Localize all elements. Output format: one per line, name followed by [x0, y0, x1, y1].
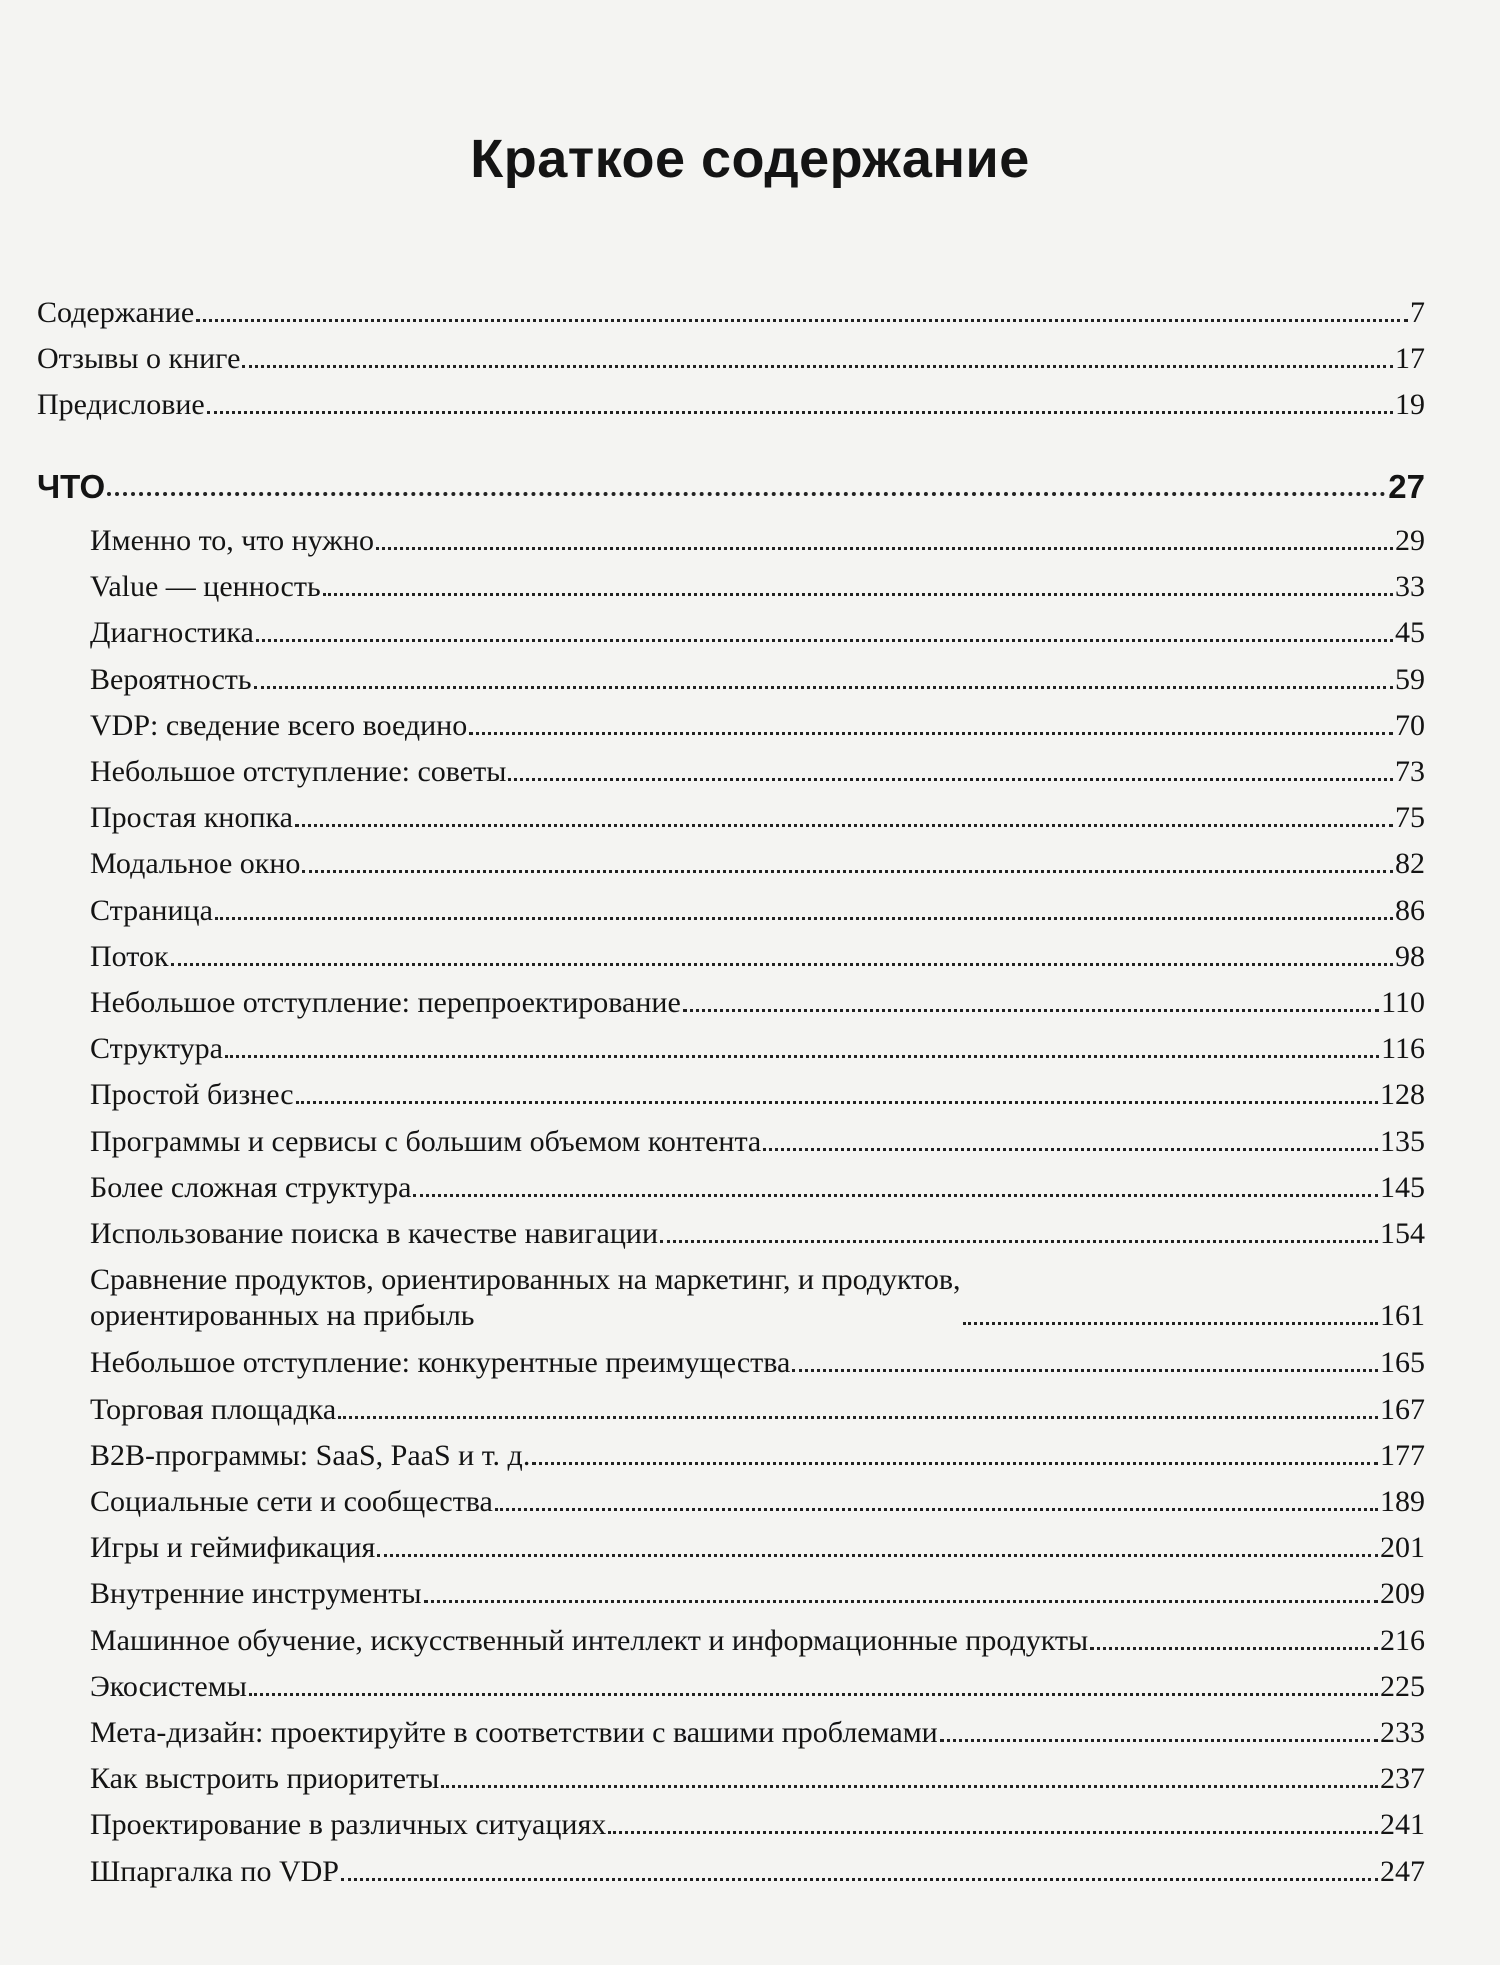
toc-entry-chapter	[90, 1031, 1425, 1067]
toc-entry-page-number: 110	[1381, 986, 1425, 1019]
toc-entry-page-number: 59	[1395, 663, 1425, 696]
toc-entry-label: Простая кнопка	[90, 801, 293, 834]
dot-leader	[107, 491, 1386, 496]
toc-entry-label: Мета-дизайн: проектируйте в соответствии с вашими проблемами	[90, 1716, 938, 1749]
toc-entry-page-number: 7	[1410, 296, 1425, 329]
toc-entry-page-number: 17	[1395, 342, 1425, 375]
toc-entry-label: Диагностика	[90, 616, 254, 649]
toc-entry-label-continued: ориентированных на прибыль	[90, 1299, 475, 1332]
toc-entry-label: Вероятность	[90, 663, 252, 696]
toc-part-heading	[37, 469, 1425, 505]
toc-entry-label: Именно то, что нужно	[90, 524, 375, 557]
dot-leader	[660, 1239, 1378, 1243]
toc-entry-chapter	[90, 1669, 1425, 1705]
toc-entry-page-number: 225	[1380, 1670, 1425, 1703]
dot-leader	[441, 1784, 1378, 1788]
toc-entry-chapter	[90, 754, 1425, 790]
toc-entry-page-number: 82	[1395, 847, 1425, 880]
toc-entry-chapter	[90, 1345, 1425, 1381]
dot-leader	[341, 1877, 1378, 1881]
toc-entry-label: Небольшое отступление: перепроектирование	[90, 986, 681, 1019]
toc-entry-label: Предисловие	[37, 388, 205, 421]
toc-entry-page-number: 237	[1380, 1762, 1425, 1795]
toc-entry-page-number: 75	[1395, 801, 1425, 834]
dot-leader	[532, 1461, 1378, 1465]
toc-entry-chapter	[90, 615, 1425, 651]
toc-entry-label: Небольшое отступление: советы	[90, 755, 507, 788]
toc-entry-page-number: 209	[1380, 1577, 1425, 1610]
toc-entry-chapter	[90, 569, 1425, 605]
toc-entry-page-number: 233	[1380, 1716, 1425, 1749]
dot-leader	[608, 1830, 1378, 1834]
dot-leader	[295, 823, 1393, 827]
toc-entry-page-number: 167	[1380, 1393, 1425, 1426]
dot-leader	[963, 1321, 1378, 1325]
toc-entry-page-number: 29	[1395, 524, 1425, 557]
toc-entry-chapter	[90, 1623, 1425, 1659]
toc-entry-page-number: 145	[1380, 1171, 1425, 1204]
dot-leader	[323, 592, 1393, 596]
toc-entry-label: B2B-программы: SaaS, PaaS и т. д.	[90, 1439, 531, 1472]
dot-leader	[302, 869, 1393, 873]
toc-entry-page-number: 128	[1380, 1078, 1425, 1111]
toc-entry-page-number: 247	[1380, 1855, 1425, 1888]
dot-leader	[424, 1599, 1378, 1603]
dot-leader	[215, 916, 1393, 920]
toc-entry-page-number: 165	[1380, 1346, 1425, 1379]
dot-leader	[792, 1368, 1378, 1372]
dot-leader	[207, 410, 1393, 414]
toc-entry-label: Содержание	[37, 296, 195, 329]
toc-entry-page-number: 135	[1380, 1125, 1425, 1158]
toc-entry-chapter	[90, 1530, 1425, 1566]
toc-entry-page-number: 161	[1380, 1299, 1425, 1332]
toc-entry-label: Value — ценность	[90, 570, 321, 603]
toc-entry-chapter	[90, 1576, 1425, 1612]
toc-entry-label: Шпаргалка по VDP	[90, 1855, 339, 1888]
dot-leader	[763, 1147, 1378, 1151]
toc-entry-chapter	[90, 1216, 1425, 1252]
toc-entry-label: ЧТО	[37, 468, 106, 505]
toc-entry-label: Торговая площадка	[90, 1393, 337, 1426]
toc-entry-chapter	[90, 939, 1425, 975]
toc-entry-chapter	[90, 662, 1425, 698]
toc-entry-label: Программы и сервисы с большим объемом контента	[90, 1125, 762, 1158]
toc-entry-label: Страница	[90, 894, 213, 927]
toc-entry-chapter	[90, 1262, 1425, 1334]
dot-leader	[495, 1507, 1378, 1511]
dot-leader	[242, 364, 1393, 368]
page-title: Краткое содержание	[470, 129, 1030, 189]
toc-entry-page-number: 70	[1395, 709, 1425, 742]
toc-entry-label: Как выстроить приоритеты	[90, 1762, 440, 1795]
toc-entry-page-number: 189	[1380, 1485, 1425, 1518]
dot-leader	[413, 1193, 1378, 1197]
toc-entry-chapter	[90, 800, 1425, 836]
toc-entry-label: Сравнение продуктов, ориентированных на маркетинг, и продуктов,	[90, 1263, 961, 1296]
toc-entry-chapter	[90, 846, 1425, 882]
toc-entry-chapter	[90, 1854, 1425, 1890]
toc-entry-page-number: 154	[1380, 1217, 1425, 1250]
toc-entry-page-number: 201	[1380, 1531, 1425, 1564]
toc-entry-label: Поток	[90, 940, 169, 973]
toc-entry-chapter	[90, 1715, 1425, 1751]
toc-entry-page-number: 45	[1395, 616, 1425, 649]
toc-entry-front-matter	[37, 341, 1425, 377]
toc-entry-front-matter	[37, 295, 1425, 331]
toc-entry-chapter	[90, 1807, 1425, 1843]
toc-entry-front-matter	[37, 387, 1425, 423]
toc-entry-label: Простой бизнес	[90, 1078, 294, 1111]
dot-leader	[296, 1100, 1378, 1104]
toc-entry-chapter	[90, 1392, 1425, 1428]
toc-entry-label: Использование поиска в качестве навигации	[90, 1217, 658, 1250]
toc-entry-chapter	[90, 1170, 1425, 1206]
dot-leader	[508, 777, 1393, 781]
dot-leader	[338, 1415, 1378, 1419]
dot-leader	[940, 1738, 1378, 1742]
toc-entry-page-number: 116	[1381, 1032, 1425, 1065]
dot-leader	[376, 546, 1393, 550]
toc-entry-label: VDP: сведение всего воедино	[90, 709, 468, 742]
toc-entry-page-number: 33	[1395, 570, 1425, 603]
toc-entry-page-number: 177	[1380, 1439, 1425, 1472]
toc-entry-label: Машинное обучение, искусственный интеллект и информационные продукты	[90, 1624, 1089, 1657]
toc-entry-label: Более сложная структура	[90, 1171, 412, 1204]
dot-leader	[171, 962, 1393, 966]
toc-entry-chapter	[90, 1484, 1425, 1520]
toc-entry-label: Структура	[90, 1032, 223, 1065]
toc-entry-page-number: 19	[1395, 388, 1425, 421]
toc-entry-label: Проектирование в различных ситуациях	[90, 1808, 607, 1841]
toc-entry-page-number: 73	[1395, 755, 1425, 788]
toc-entry-label: Социальные сети и сообщества	[90, 1485, 493, 1518]
toc-entry-page-number: 27	[1388, 468, 1425, 505]
toc-entry-chapter	[90, 893, 1425, 929]
toc-entry-chapter	[90, 708, 1425, 744]
toc-entry-chapter	[90, 1438, 1425, 1474]
toc-entry-page-number: 86	[1395, 894, 1425, 927]
dot-leader	[196, 318, 1408, 322]
dot-leader	[256, 638, 1393, 642]
toc-entry-chapter	[90, 1124, 1425, 1160]
toc-entry-page-number: 98	[1395, 940, 1425, 973]
toc-entry-chapter	[90, 985, 1425, 1021]
toc-entry-chapter	[90, 523, 1425, 559]
dot-leader	[469, 731, 1393, 735]
dot-leader	[225, 1054, 1379, 1058]
toc-entry-label: Игры и геймификация	[90, 1531, 376, 1564]
dot-leader	[1090, 1646, 1378, 1650]
toc-entry-label: Небольшое отступление: конкурентные преимущества	[90, 1346, 791, 1379]
dot-leader	[254, 685, 1393, 689]
dot-leader	[683, 1008, 1379, 1012]
dot-leader	[249, 1692, 1378, 1696]
toc-entry-chapter	[90, 1077, 1425, 1113]
toc-entry-label: Отзывы о книге	[37, 342, 241, 375]
toc-entry-chapter	[90, 1761, 1425, 1797]
toc-entry-label: Модальное окно	[90, 847, 301, 880]
toc-entry-label: Экосистемы	[90, 1670, 247, 1703]
toc-entry-page-number: 216	[1380, 1624, 1425, 1657]
toc-entry-page-number: 241	[1380, 1808, 1425, 1841]
dot-leader	[377, 1553, 1378, 1557]
toc-entry-label: Внутренние инструменты	[90, 1577, 422, 1610]
